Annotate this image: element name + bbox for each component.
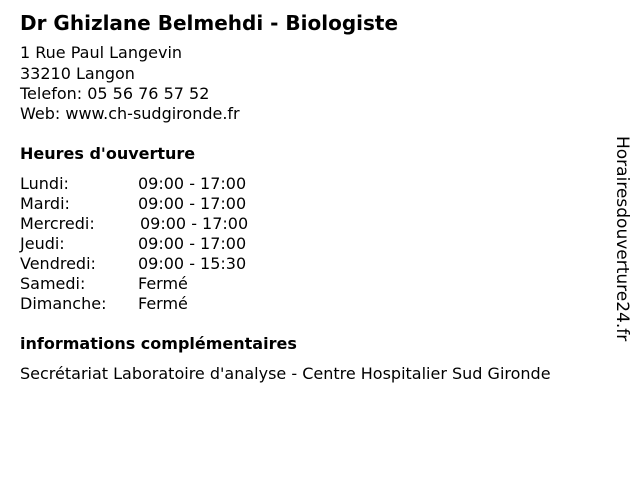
website-link[interactable]: Web: www.ch-sudgironde.fr bbox=[20, 104, 240, 123]
hours-time-monday: 09:00 - 17:00 bbox=[138, 174, 247, 193]
hours-day-sunday: Dimanche: bbox=[20, 294, 107, 313]
hours-day-tuesday: Mardi: bbox=[20, 194, 70, 213]
hours-time-thursday: 09:00 - 17:00 bbox=[138, 234, 247, 253]
side-brand-text: Horairesdouverture24.fr bbox=[612, 136, 632, 342]
hours-heading: Heures d'ouverture bbox=[20, 144, 196, 163]
phone-number[interactable]: Telefon: 05 56 76 57 52 bbox=[20, 84, 210, 103]
hours-day-saturday: Samedi: bbox=[20, 274, 86, 293]
hours-time-friday: 09:00 - 15:30 bbox=[138, 254, 247, 273]
address-city: 33210 Langon bbox=[20, 64, 135, 83]
address-street: 1 Rue Paul Langevin bbox=[20, 43, 183, 62]
hours-day-wednesday: Mercredi: bbox=[20, 214, 95, 233]
hours-day-monday: Lundi: bbox=[20, 174, 69, 193]
hours-day-thursday: Jeudi: bbox=[20, 234, 65, 253]
info-text: Secrétariat Laboratoire d'analyse - Centre Hospitalier Sud Gironde bbox=[20, 364, 551, 383]
hours-day-friday: Vendredi: bbox=[20, 254, 96, 273]
info-heading: informations complémentaires bbox=[20, 334, 297, 353]
hours-time-saturday: Fermé bbox=[138, 274, 188, 293]
hours-time-wednesday: 09:00 - 17:00 bbox=[140, 214, 249, 233]
hours-time-sunday: Fermé bbox=[138, 294, 188, 313]
page-title: Dr Ghizlane Belmehdi - Biologiste bbox=[20, 11, 399, 35]
hours-time-tuesday: 09:00 - 17:00 bbox=[138, 194, 247, 213]
